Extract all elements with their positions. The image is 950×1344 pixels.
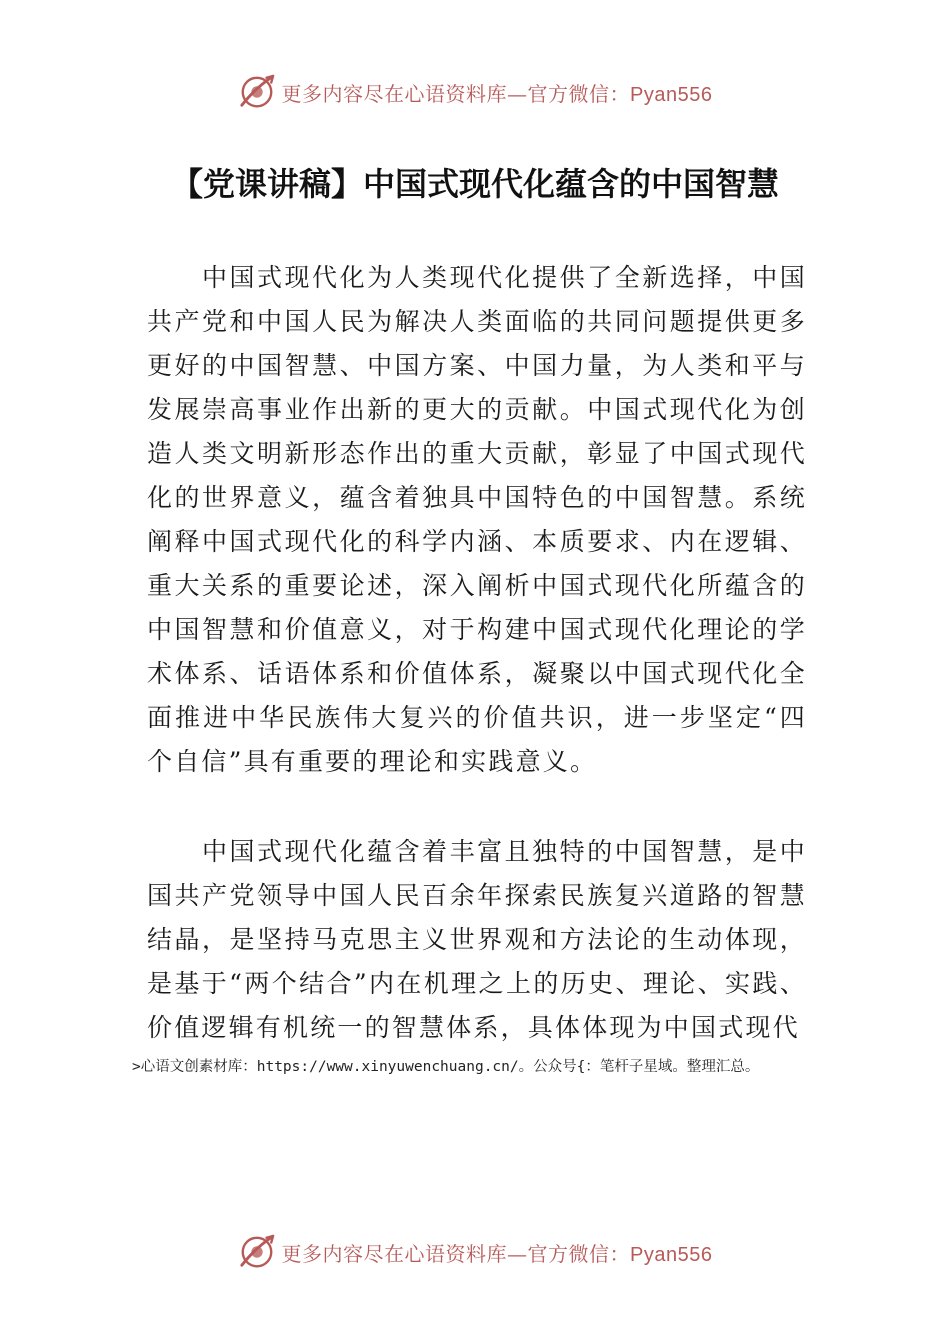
brand-logo-icon: [238, 1233, 276, 1271]
paragraph-2: 中国式现代化蕴含着丰富且独特的中国智慧，是中国共产党领导中国人民百余年探索民族复兴道路的智慧结晶，是坚持马克思主义世界观和方法论的生动体现，是基于“两个结合”内在机理之上的历史、理论、实践、价值逻辑有机统一的智慧体系，具体体现为中国式现代: [147, 837, 807, 1042]
brand-logo-icon: [238, 73, 276, 111]
header-banner-text: 更多内容尽在心语资料库—官方微信：Pyan556: [281, 81, 713, 106]
footer-banner: [0, 1230, 950, 1274]
source-attribution: >心语文创素材库：https://www.xinyuwenchuang.cn/。公众号{：笔杆子星域。整理汇总。: [132, 1059, 760, 1075]
footer-banner-text: 更多内容尽在心语资料库—官方微信：Pyan556: [281, 1241, 713, 1266]
paragraph-1: 中国式现代化为人类现代化提供了全新选择，中国共产党和中国人民为解决人类面临的共同问题提供更多更好的中国智慧、中国方案、中国力量，为人类和平与发展崇高事业作出新的更大的贡献。中国式现代化为创造人类文明新形态作出的重大贡献，彰显了中国式现代化的世界意义，蕴含着独具中国特色的中国智慧。系统阐释中国式现代化的科学内涵、本质要求、内在逻辑、重大关系的重要论述，深入阐析中国式现代化所蕴含的中国智慧和价值意义，对于构建中国式现代化理论的学术体系、话语体系和价值体系，凝聚以中国式现代化全面推进中华民族伟大复兴的价值共识，进一步坚定“四个自信”具有重要的理论和实践意义。: [147, 263, 807, 776]
header-banner: [0, 70, 950, 114]
document-title: 【党课讲稿】中国式现代化蕴含的中国智慧: [170, 165, 779, 203]
header-banner-handle: Pyan556: [630, 83, 713, 106]
footer-banner-handle: Pyan556: [630, 1243, 713, 1266]
